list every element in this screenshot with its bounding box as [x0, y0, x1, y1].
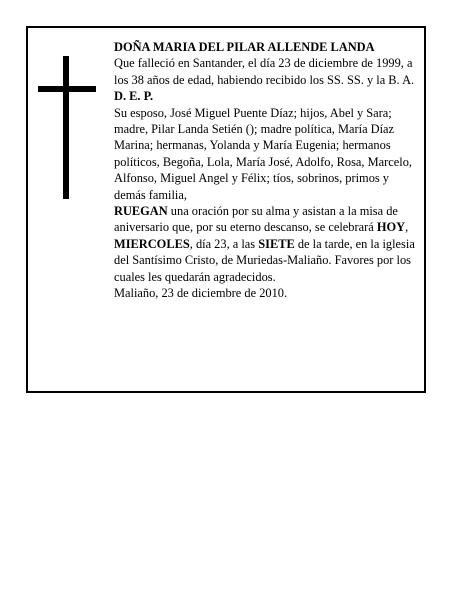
- siete-word: SIETE: [258, 236, 295, 251]
- family-list: Su esposo, José Miguel Puente Díaz; hijos, Abel y Sara; madre, Pilar Landa Setién (); madre política, María Díaz Marina; hermanas, Yolanda y María Eugenia; hermanos políticos, Begoña, Lola, María José, Adolfo, Rosa, Marcelo, Alfonso, Miguel Angel y Félix; tíos, sobrinos, primos y demás familia,: [114, 105, 413, 202]
- request-text-1: una oración por su alma y asistan a la misa de aniversario que, por su eterno descanso, se celebrará: [114, 204, 398, 235]
- rip-line: D. E. P.: [114, 89, 154, 104]
- ruegan-word: RUEGAN: [114, 204, 168, 219]
- death-details: Que falleció en Santander, el día 23 de diciembre de 1999, a los 38 años de edad, habiendo recibido los SS. SS. y la B. A.: [114, 56, 415, 87]
- deceased-name: DOÑA MARIA DEL PILAR ALLENDE LANDA: [114, 40, 375, 54]
- cross-horizontal-bar: [38, 86, 96, 92]
- request-text-3: de la tarde, en la iglesia del Santísimo Cristo, de Muriedas-Maliaño. Favores por los cuales les quedarán agradecidos.: [114, 236, 415, 284]
- hoy-word: HOY: [376, 220, 406, 235]
- mass-request: [114, 203, 422, 285]
- cross-icon: [38, 56, 98, 199]
- request-text-2: , día 23, a las: [189, 236, 259, 251]
- place-date: Maliaño, 23 de diciembre de 2010.: [114, 286, 288, 301]
- request-comma: ,: [405, 220, 409, 235]
- miercoles-word: MIERCOLES: [114, 236, 190, 251]
- cross-vertical-bar: [63, 56, 69, 199]
- notice-text: [114, 39, 422, 302]
- obituary-notice: [26, 26, 426, 393]
